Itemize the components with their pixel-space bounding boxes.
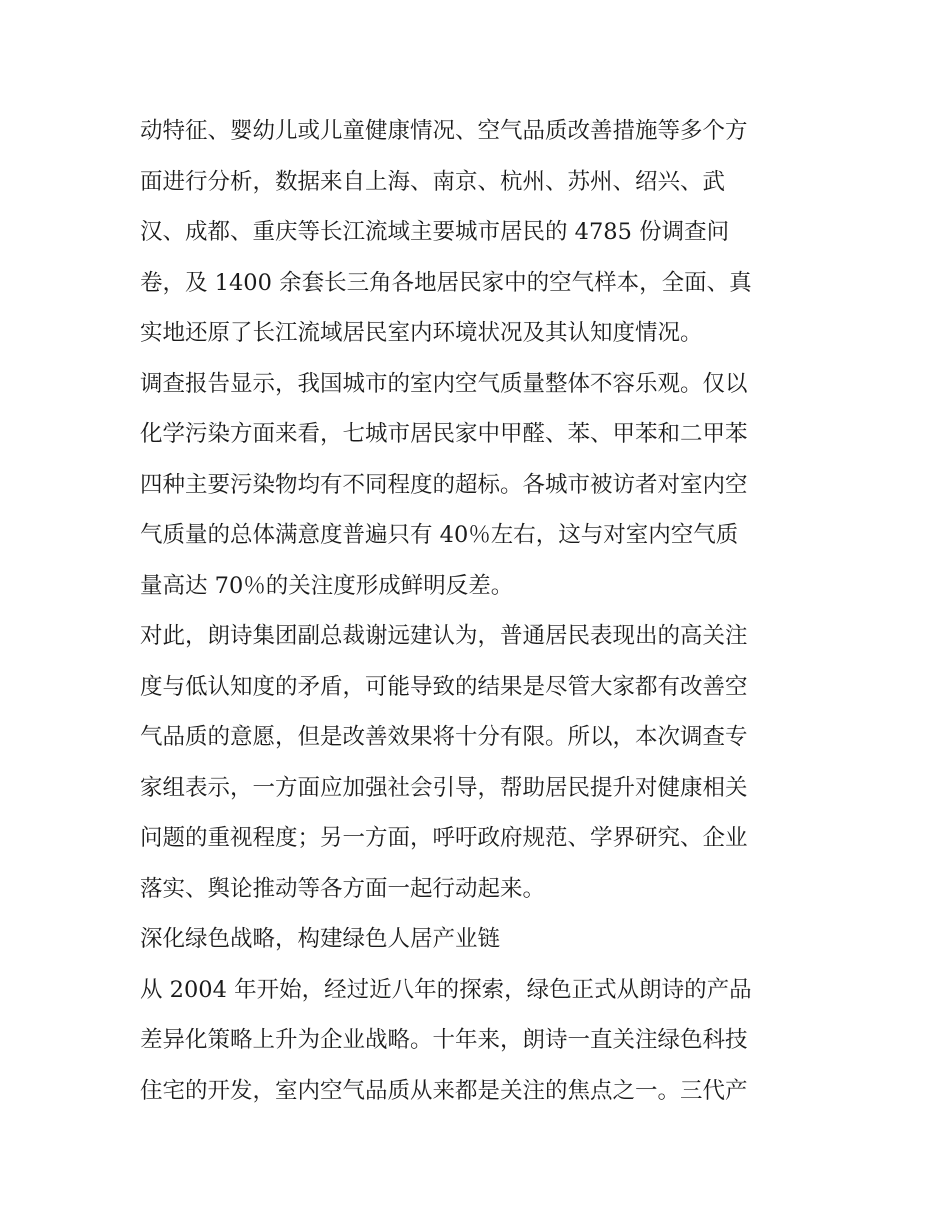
text-line: 卷，及 1400 余套长三角各地居民家中的空气样本，全面、真 bbox=[140, 269, 752, 296]
text-line: 实地还原了长江流域居民室内环境状况及其认知度情况。 bbox=[140, 320, 703, 346]
text-line: 问题的重视程度；另一方面，呼吁政府规范、学界研究、企业 bbox=[140, 825, 748, 851]
document-body bbox=[140, 106, 820, 1116]
text-line: 度与低认知度的矛盾，可能导致的结果是尽管大家都有改善空 bbox=[140, 673, 748, 700]
text-line: 落实、舆论推动等各方面一起行动起来。 bbox=[140, 875, 546, 902]
text-line: 四种主要污染物均有不同程度的超标。各城市被访者对室内空 bbox=[140, 471, 748, 498]
text-line: 汉、成都、重庆等长江流域主要城市居民的 4785 份调查问 bbox=[140, 219, 730, 245]
text-line: 气品质的意愿，但是改善效果将十分有限。所以，本次调查专 bbox=[140, 724, 748, 750]
text-line: 差异化策略上升为企业战略。十年来，朗诗一直关注绿色科技 bbox=[140, 1027, 748, 1053]
section-heading: 深化绿色战略，构建绿色人居产业链 bbox=[140, 926, 501, 952]
text-line: 动特征、婴幼儿或儿童健康情况、空气品质改善措施等多个方 bbox=[140, 118, 748, 144]
text-line: 调查报告显示，我国城市的室内空气质量整体不容乐观。仅以 bbox=[140, 370, 748, 397]
text-line: 面进行分析，数据来自上海、南京、杭州、苏州、绍兴、武 bbox=[140, 168, 726, 195]
text-line: 住宅的开发，室内空气品质从来都是关注的焦点之一。三代产 bbox=[140, 1077, 748, 1104]
text-line: 化学污染方面来看，七城市居民家中甲醛、苯、甲苯和二甲苯 bbox=[140, 421, 748, 447]
text-line: 量高达 70％的关注度形成鲜明反差。 bbox=[140, 572, 514, 599]
text-line: 从 2004 年开始，经过近八年的探索，绿色正式从朗诗的产品 bbox=[140, 976, 752, 1003]
text-line: 气质量的总体满意度普遍只有 40％左右，这与对室内空气质 bbox=[140, 522, 739, 548]
text-line: 对此，朗诗集团副总裁谢远建认为，普通居民表现出的高关注 bbox=[140, 623, 748, 649]
text-line: 家组表示，一方面应加强社会引导，帮助居民提升对健康相关 bbox=[140, 774, 748, 801]
